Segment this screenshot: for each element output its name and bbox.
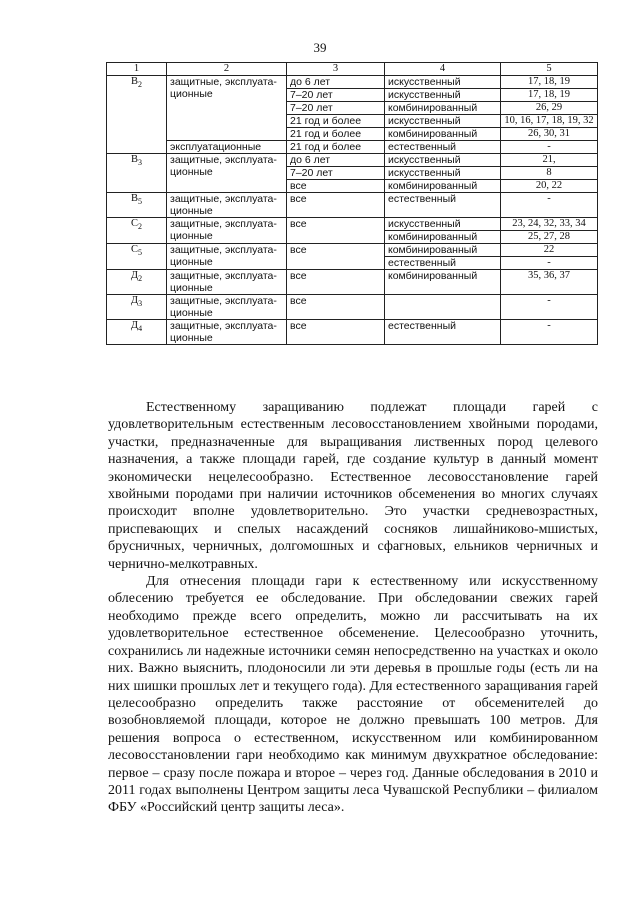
- age-cell: 7–20 лет: [287, 167, 385, 180]
- reference-cell: 8: [501, 167, 598, 180]
- species-code-index: 2: [138, 80, 142, 90]
- table-row: [107, 76, 598, 89]
- method-cell: комбинированный: [385, 244, 501, 257]
- reference-cell: 23, 24, 32, 33, 34: [501, 218, 598, 231]
- reference-cell: 22: [501, 244, 598, 257]
- table-header-row: [107, 63, 598, 76]
- age-cell: до 6 лет: [287, 154, 385, 167]
- method-cell: естественный: [385, 193, 501, 218]
- method-cell: естественный: [385, 141, 501, 154]
- species-code-letter: В: [130, 193, 138, 204]
- reference-cell: 10, 16, 17, 18, 19, 32: [501, 115, 598, 128]
- header-col-3: 3: [287, 63, 385, 76]
- reference-cell: -: [501, 141, 598, 154]
- species-code-cell: [107, 244, 167, 270]
- species-code-cell: [107, 218, 167, 244]
- species-code-index: 4: [138, 324, 143, 334]
- age-cell: все: [287, 270, 385, 295]
- age-cell: 21 год и более: [287, 128, 385, 141]
- species-code-index: 5: [138, 197, 142, 207]
- species-code-index: 2: [138, 274, 143, 284]
- age-cell: все: [287, 180, 385, 193]
- age-cell: до 6 лет: [287, 76, 385, 89]
- header-col-2: 2: [167, 63, 287, 76]
- reference-cell: 20, 22: [501, 180, 598, 193]
- reference-cell: 35, 36, 37: [501, 270, 598, 295]
- age-cell: 21 год и более: [287, 115, 385, 128]
- method-cell: комбинированный: [385, 102, 501, 115]
- method-cell: искусственный: [385, 154, 501, 167]
- forest-type-cell: защитные, эксплуата-ционные: [167, 295, 287, 320]
- reference-cell: -: [501, 320, 598, 345]
- method-cell: искусственный: [385, 115, 501, 128]
- paragraph: Естественному заращиванию подлежат площади гарей с удовлетворительным естественным лесовосстановлением хвойными породами, участки, предназначенные для выращивания лиственных пород целевого назначения, а также площади гарей, где создание культур в данный момент экономически нецелесообразно. Естественное лесовосстановление гарей хвойными породами при наличии источников обсеменения во многих случаях происходит вполне удовлетворительно. Это участки средневозрастных, приспевающих и спелых насаждений сосняков лишайниково-мшистых, брусничных, черничных, долгомошных и сфагновых, ельников черничных и чернично-мелкотравных.: [108, 400, 598, 572]
- method-cell: комбинированный: [385, 128, 501, 141]
- age-cell: все: [287, 295, 385, 320]
- method-cell: искусственный: [385, 76, 501, 89]
- table-row: [107, 320, 598, 345]
- header-col-5: 5: [501, 63, 598, 76]
- table-row: [107, 218, 598, 231]
- method-cell: комбинированный: [385, 270, 501, 295]
- forest-type-cell: защитные, эксплуата-ционные: [167, 218, 287, 244]
- age-cell: все: [287, 218, 385, 244]
- reference-cell: 17, 18, 19: [501, 76, 598, 89]
- species-code-index: 3: [138, 299, 143, 309]
- species-code-cell: [107, 270, 167, 295]
- page-number: 39: [313, 40, 327, 55]
- species-code-cell: [107, 320, 167, 345]
- forest-type-cell: защитные, эксплуата-ционные: [167, 244, 287, 270]
- reference-cell: 26, 30, 31: [501, 128, 598, 141]
- method-cell: естественный: [385, 320, 501, 345]
- species-code-index: 5: [138, 248, 142, 258]
- body-text: [108, 399, 598, 817]
- species-code-letter: Д: [130, 295, 139, 306]
- table-row: [107, 193, 598, 218]
- method-cell: комбинированный: [385, 231, 501, 244]
- paragraph: Для отнесения площади гари к естественному или искусственному облесению требуется ее обследование. При обследовании свежих гарей необходимо прежде всего определить, можно ли рассчитывать на их удовлетворительное естественное обсеменение. Целесообразно уточнить, сохранились ли надежные источники семян непосредственно на участках и около них. Важно выяснить, плодоносили ли эти деревья в прошлые годы (есть ли на них шишки прошлых лет и текущего года). Для естественного заращивания гарей целесообразно определить также расстояние от обсеменителей до возобновляемой площади, которое не должно превышать 100 метров. Для решения вопроса о естественном, искусственном или комбинированном лесовосстановлении гари необходимо как минимум двухкратное обследование: первое – сразу после пожара и второе – через год. Данные обследования в 2010 и 2011 годах выполнены Центром защиты леса Чувашской Республики – филиалом ФБУ «Российский центр защиты леса».: [108, 574, 598, 816]
- table-body: [107, 76, 598, 345]
- table-row: [107, 154, 598, 167]
- forest-type-cell: защитные, эксплуата-ционные: [167, 270, 287, 295]
- header-col-4: 4: [385, 63, 501, 76]
- method-cell: искусственный: [385, 218, 501, 231]
- table-row: [107, 141, 598, 154]
- species-code-cell: [107, 154, 167, 193]
- method-cell: [385, 295, 501, 320]
- age-cell: все: [287, 193, 385, 218]
- species-code-index: 3: [138, 158, 142, 168]
- forest-type-cell: эксплуатационные: [167, 141, 287, 154]
- table-row: [107, 270, 598, 295]
- forest-type-cell: защитные, эксплуата-ционные: [167, 76, 287, 141]
- table-row: [107, 244, 598, 257]
- reference-cell: 25, 27, 28: [501, 231, 598, 244]
- age-cell: 7–20 лет: [287, 102, 385, 115]
- age-cell: 21 год и более: [287, 141, 385, 154]
- header-col-1: 1: [107, 63, 167, 76]
- species-code-letter: Д: [130, 320, 139, 331]
- species-code-index: 2: [138, 222, 142, 232]
- method-cell: естественный: [385, 257, 501, 270]
- species-code-cell: [107, 193, 167, 218]
- species-code-letter: С: [130, 244, 138, 255]
- table-row: [107, 295, 598, 320]
- reference-cell: -: [501, 257, 598, 270]
- species-code-letter: С: [130, 218, 138, 229]
- reference-cell: 21,: [501, 154, 598, 167]
- reference-cell: 26, 29: [501, 102, 598, 115]
- species-code-cell: [107, 76, 167, 154]
- method-cell: комбинированный: [385, 180, 501, 193]
- age-cell: все: [287, 244, 385, 270]
- reference-cell: -: [501, 295, 598, 320]
- species-code-letter: В: [130, 76, 138, 87]
- method-cell: искусственный: [385, 89, 501, 102]
- reference-cell: -: [501, 193, 598, 218]
- forest-type-cell: защитные, эксплуата-ционные: [167, 193, 287, 218]
- method-cell: искусственный: [385, 167, 501, 180]
- age-cell: все: [287, 320, 385, 345]
- data-table: [106, 62, 598, 345]
- reference-cell: 17, 18, 19: [501, 89, 598, 102]
- age-cell: 7–20 лет: [287, 89, 385, 102]
- species-code-letter: Д: [130, 270, 139, 281]
- species-code-cell: [107, 295, 167, 320]
- forest-type-cell: защитные, эксплуата-ционные: [167, 154, 287, 193]
- forest-type-cell: защитные, эксплуата-ционные: [167, 320, 287, 345]
- species-code-letter: В: [130, 154, 138, 165]
